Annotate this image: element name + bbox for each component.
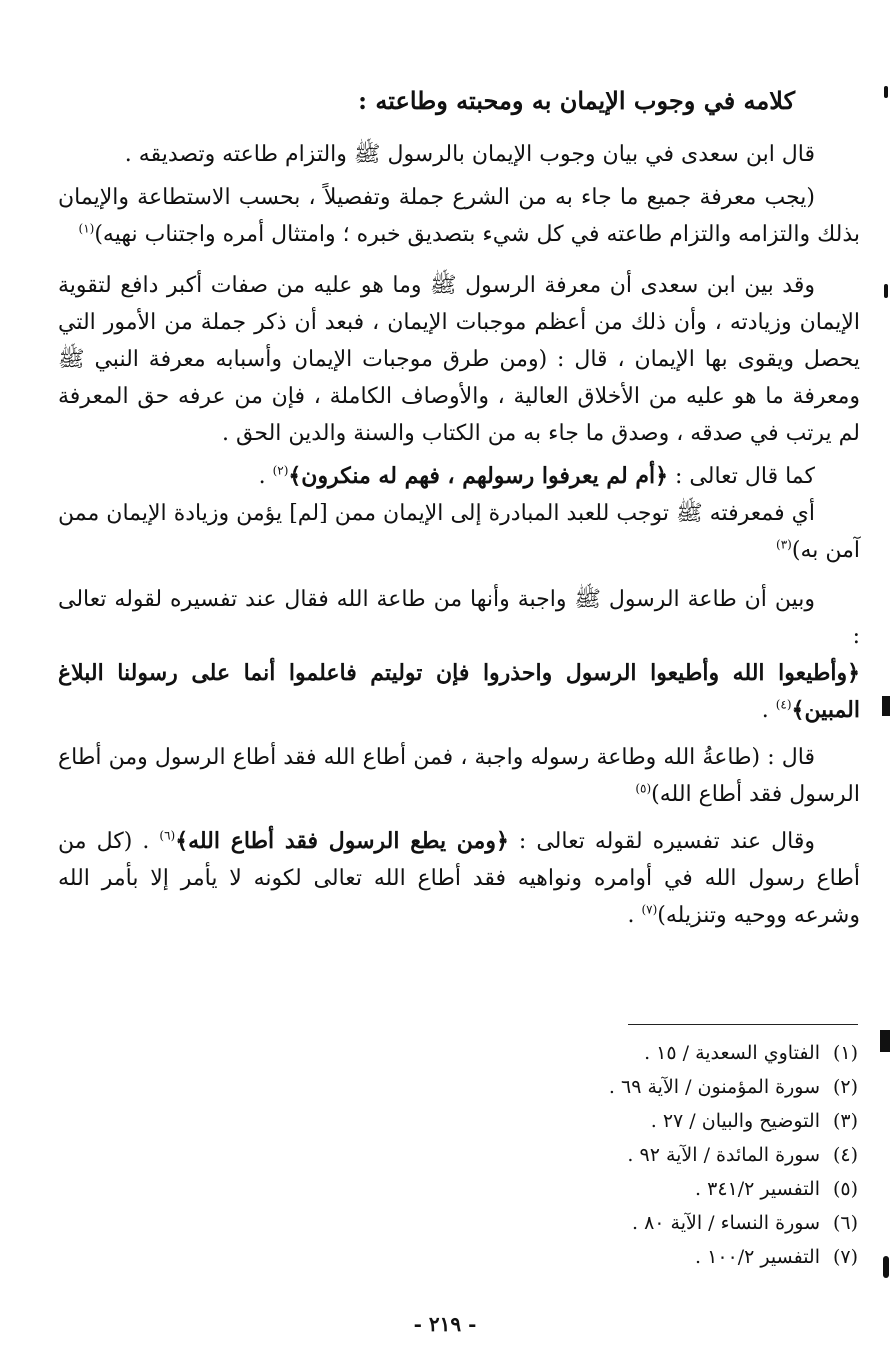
paragraph-quote-2: قال : (طاعةُ الله وطاعة رسوله واجبة ، فمن أطاع الله فقد أطاع الرسول ومن أطاع الرسول فقد أطاع الله)$^{(٥)}$	[58, 745, 860, 807]
footnote-ref: (٥)	[635, 781, 652, 796]
footnote-item: (٦)سورة النساء / الآية ٨٠ .	[631, 1212, 858, 1234]
section-heading: كلامه في وجوب الإيمان به ومحبته وطاعته :	[358, 86, 795, 115]
paragraph-obedience: وبين أن طاعة الرسول ﷺ واجبة وأنها من طاعة الله فقال عند تفسيره لقوله تعالى :	[58, 587, 860, 649]
footnote-item: (٥)التفسير ٣٤١/٢ .	[695, 1178, 858, 1200]
paragraph-intro: قال ابن سعدى في بيان وجوب الإيمان بالرسول ﷺ والتزام طاعته وتصديقه .	[124, 142, 815, 167]
body-text	[58, 136, 860, 934]
footnote-ref: (٣)	[776, 537, 792, 552]
paragraph-quote-1: (يجب معرفة جميع ما جاء به من الشرع جملة وتفصيلاً ، بحسب الاستطاعة والإيمان بذلك والتزامه والتزام طاعته في كل شيء بتصديق خبره ؛ وامتثال أمره واجتناب نهيه)$^{(١)}$	[58, 185, 860, 247]
paragraph-verse-3: وقال عند تفسيره لقوله تعالى : ﴿ومن يطع الرسول فقد أطاع الله﴾$^{(٦)}$ . (كل من أطاع رسول الله في أوامره ونواهيه فقد أطاع الله تعالى لكونه لا يأمر إلا بأمر الله وشرعه ووحيه وتنزيله)$^{(٧)}$ .	[58, 828, 860, 928]
footnote-divider	[628, 1024, 858, 1025]
footnote-ref: (٦)	[159, 828, 176, 843]
scan-mark	[884, 284, 888, 298]
footnote-item: (٣)التوضيح والبيان / ٢٧ .	[650, 1110, 858, 1132]
scan-mark	[880, 1030, 890, 1052]
footnote-ref: (٤)	[775, 697, 792, 712]
footnote-item: (٧)التفسير ١٠٠/٢ .	[695, 1246, 858, 1268]
footnote-item: (٢)سورة المؤمنون / الآية ٦٩ .	[608, 1076, 858, 1098]
footnote-item: (١)الفتاوي السعدية / ١٥ .	[644, 1042, 858, 1064]
paragraph-verse-2: ﴿وأطيعوا الله وأطيعوا الرسول واحذروا فإن توليتم فاعلموا أنما على رسولنا البلاغ المبين﴾$^{(٤)}$ .	[58, 660, 860, 723]
footnotes-list	[358, 1036, 858, 1274]
scan-mark	[883, 1256, 889, 1278]
footnote-ref: (١)	[78, 221, 95, 236]
footnote-ref: (٧)	[641, 902, 658, 917]
page-number: - ٢١٩ -	[413, 1312, 477, 1336]
paragraph-verse-1: كما قال تعالى : ﴿أم لم يعرفوا رسولهم ، فهم له منكرون﴾$^{(٢)}$ .	[258, 463, 815, 489]
quran-verse: ﴿ومن يطع الرسول فقد أطاع الله﴾	[175, 828, 509, 854]
quran-verse: ﴿أم لم يعرفوا رسولهم ، فهم له منكرون﴾	[288, 463, 669, 489]
quran-verse: ﴿وأطيعوا الله وأطيعوا الرسول واحذروا فإن توليتم فاعلموا أنما على رسولنا البلاغ المبين﴾	[58, 660, 860, 723]
footnote-ref: (٢)	[272, 463, 289, 478]
paragraph-explanation: أي فمعرفته ﷺ توجب للعبد المبادرة إلى الإيمان ممن [لم] يؤمن وزيادة الإيمان ممن آمن به)$^{(٣)}$	[58, 501, 860, 563]
paragraph-knowledge: وقد بين ابن سعدى أن معرفة الرسول ﷺ وما هو عليه من صفات أكبر دافع لتقوية الإيمان وزيادته ، وأن ذلك من أعظم موجبات الإيمان ، فبعد أن ذكر جملة من الأمور التي يحصل ويقوى بها الإيمان ، قال : (ومن طرق موجبات الإيمان وأسبابه معرفة النبي ﷺ ومعرفة ما هو عليه من الأخلاق العالية ، والأوصاف الكاملة ، فإن من عرفه حق المعرفة لم يرتب في صدقه ، وصدق ما جاء به من الكتاب والسنة والدين الحق .	[58, 273, 860, 446]
scan-mark	[882, 696, 890, 716]
scan-mark	[884, 86, 888, 98]
footnote-item: (٤)سورة المائدة / الآية ٩٢ .	[627, 1144, 858, 1166]
